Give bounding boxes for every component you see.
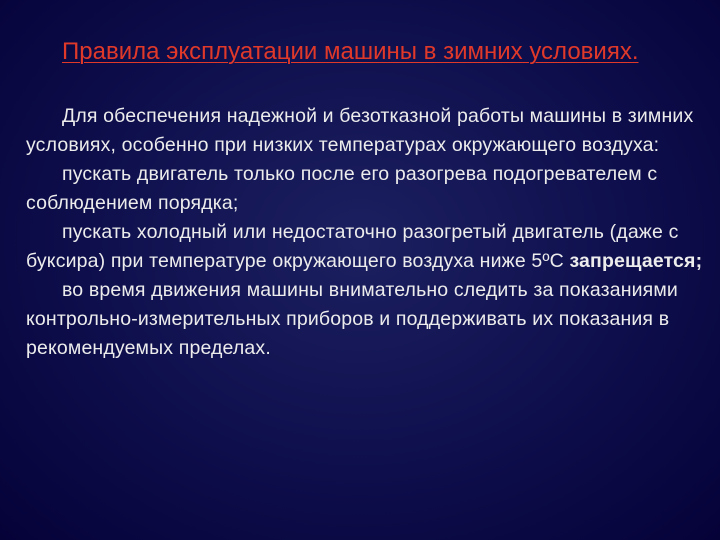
paragraph-intro — [26, 102, 706, 160]
prohibited-emphasis: запрещается; — [569, 250, 703, 272]
paragraph-rule-cold-start — [26, 218, 706, 276]
paragraph-rule-preheat — [26, 160, 706, 218]
paragraph-rule-preheat-text: пускать двигатель только после его разогрева подогревателем с соблюдением порядка; — [26, 163, 658, 214]
slide-body — [26, 102, 706, 363]
paragraph-rule-cold-start-text: пускать холодный или недостаточно разогретый двигатель (даже с буксира) при температуре окружающего воздуха ниже 5ºС — [26, 221, 679, 272]
paragraph-rule-monitoring — [26, 276, 706, 363]
slide-title: Правила эксплуатации машины в зимних условиях. — [62, 38, 639, 65]
paragraph-rule-monitoring-text: во время движения машины внимательно следить за показаниями контрольно-измерительных приборов и поддерживать их показания в рекомендуемых пределах. — [26, 279, 678, 359]
paragraph-intro-text: Для обеспечения надежной и безотказной работы машины в зимних условиях, особенно при низких температурах окружающего воздуха: — [26, 105, 694, 156]
